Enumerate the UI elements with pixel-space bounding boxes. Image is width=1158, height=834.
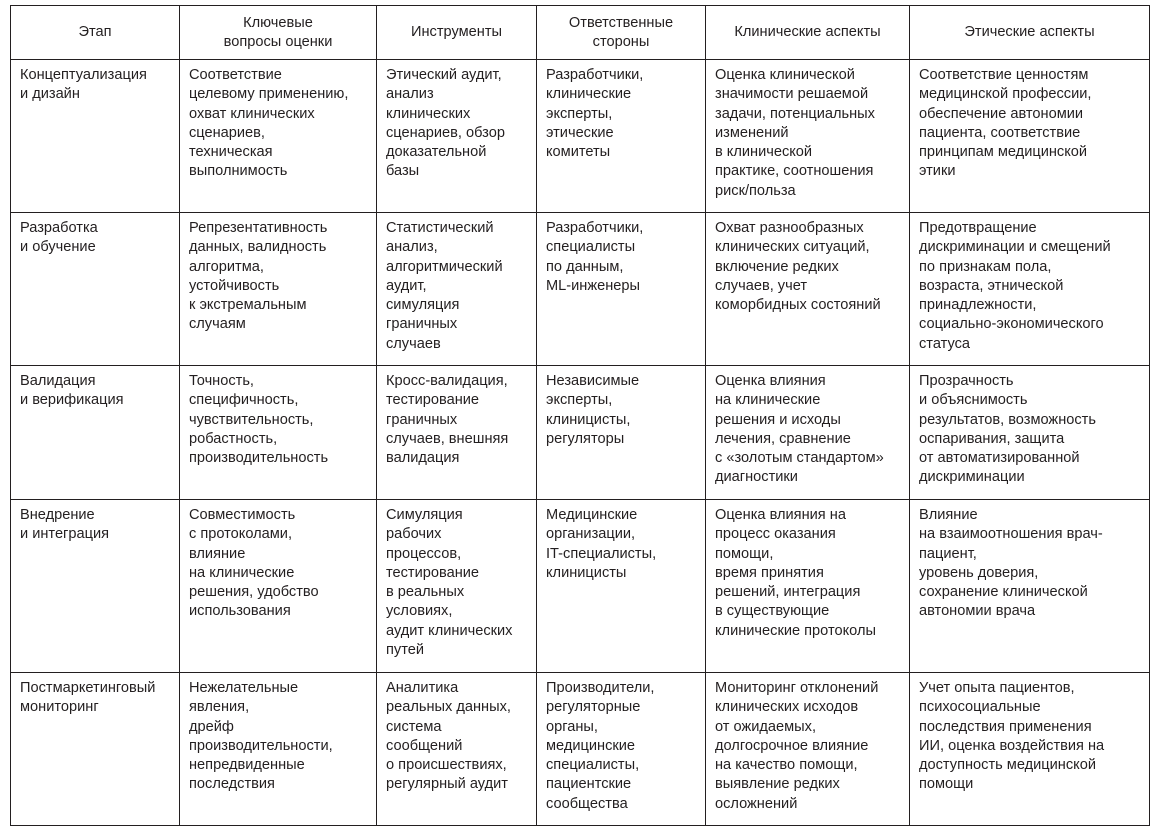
evaluation-table-container xyxy=(10,5,1149,826)
tools-cell: Аналитика реальных данных, система сообщений о происшествиях, регулярный аудит xyxy=(377,673,537,826)
header-cell-clinical-aspects: Клинические аспекты xyxy=(706,6,910,60)
clinical-aspects-cell: Оценка влияния на процесс оказания помощи, время принятия решений, интеграция в существующие клинические протоколы xyxy=(706,500,910,673)
responsible-parties-cell: Независимые эксперты, клиницисты, регуляторы xyxy=(537,366,706,500)
table-row xyxy=(11,60,1150,213)
key-questions-cell: Совместимость с протоколами, влияние на клинические решения, удобство использования xyxy=(180,500,377,673)
ethical-aspects-cell: Соответствие ценностям медицинской профессии, обеспечение автономии пациента, соответствие принципам медицинской этики xyxy=(910,60,1150,213)
header-cell-tools: Инструменты xyxy=(377,6,537,60)
clinical-aspects-cell: Мониторинг отклонений клинических исходов от ожидаемых, долгосрочное влияние на качество помощи, выявление редких осложнений xyxy=(706,673,910,826)
stage-cell: Концептуализация и дизайн xyxy=(11,60,180,213)
table-row xyxy=(11,366,1150,500)
header-cell-stage: Этап xyxy=(11,6,180,60)
responsible-parties-cell: Медицинские организации, IT-специалисты, клиницисты xyxy=(537,500,706,673)
header-cell-key-questions: Ключевые вопросы оценки xyxy=(180,6,377,60)
header-cell-responsible-parties: Ответственные стороны xyxy=(537,6,706,60)
table-row xyxy=(11,673,1150,826)
header-cell-ethical-aspects: Этические аспекты xyxy=(910,6,1150,60)
responsible-parties-cell: Производители, регуляторные органы, медицинские специалисты, пациентские сообщества xyxy=(537,673,706,826)
responsible-parties-cell: Разработчики, клинические эксперты, этические комитеты xyxy=(537,60,706,213)
tools-cell: Статистический анализ, алгоритмический аудит, симуляция граничных случаев xyxy=(377,213,537,366)
header-row xyxy=(11,6,1150,60)
stage-cell: Постмаркетинговый мониторинг xyxy=(11,673,180,826)
stage-cell: Внедрение и интеграция xyxy=(11,500,180,673)
key-questions-cell: Репрезентативность данных, валидность алгоритма, устойчивость к экстремальным случаям xyxy=(180,213,377,366)
clinical-aspects-cell: Охват разнообразных клинических ситуаций, включение редких случаев, учет коморбидных состояний xyxy=(706,213,910,366)
tools-cell: Симуляция рабочих процессов, тестирование в реальных условиях, аудит клинических путей xyxy=(377,500,537,673)
tools-cell: Кросс-валидация, тестирование граничных случаев, внешняя валидация xyxy=(377,366,537,500)
key-questions-cell: Соответствие целевому применению, охват клинических сценариев, техническая выполнимость xyxy=(180,60,377,213)
key-questions-cell: Нежелательные явления, дрейф производительности, непредвиденные последствия xyxy=(180,673,377,826)
evaluation-table xyxy=(10,5,1150,826)
key-questions-cell: Точность, специфичность, чувствительность, робастность, производительность xyxy=(180,366,377,500)
stage-cell: Валидация и верификация xyxy=(11,366,180,500)
responsible-parties-cell: Разработчики, специалисты по данным, ML-инженеры xyxy=(537,213,706,366)
tools-cell: Этический аудит, анализ клинических сценариев, обзор доказательной базы xyxy=(377,60,537,213)
stage-cell: Разработка и обучение xyxy=(11,213,180,366)
ethical-aspects-cell: Прозрачность и объяснимость результатов, возможность оспаривания, защита от автоматизированной дискриминации xyxy=(910,366,1150,500)
ethical-aspects-cell: Влияние на взаимоотношения врач- пациент, уровень доверия, сохранение клинической автономии врача xyxy=(910,500,1150,673)
ethical-aspects-cell: Учет опыта пациентов, психосоциальные последствия применения ИИ, оценка воздействия на доступность медицинской помощи xyxy=(910,673,1150,826)
table-row xyxy=(11,213,1150,366)
clinical-aspects-cell: Оценка влияния на клинические решения и исходы лечения, сравнение с «золотым стандартом» диагностики xyxy=(706,366,910,500)
table-row xyxy=(11,500,1150,673)
clinical-aspects-cell: Оценка клинической значимости решаемой задачи, потенциальных изменений в клинической практике, соотношения риск/польза xyxy=(706,60,910,213)
ethical-aspects-cell: Предотвращение дискриминации и смещений по признакам пола, возраста, этнической принадлежности, социально-экономического статуса xyxy=(910,213,1150,366)
